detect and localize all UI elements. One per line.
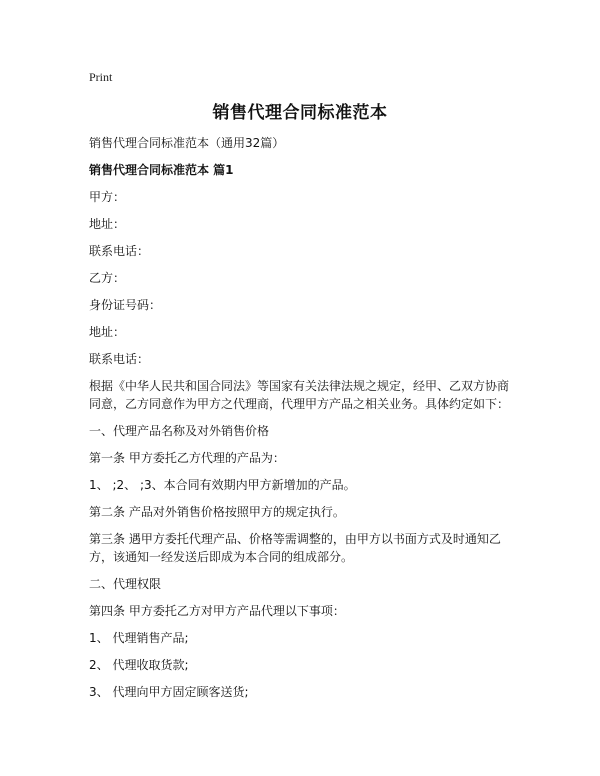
party-b-address-field: 地址： [89,325,126,339]
clause-heading-2: 二、代理权限 [89,577,162,591]
document-body [89,134,519,710]
print-label: Print [89,70,113,84]
party-a-field: 甲方： [89,190,126,204]
clause-heading-1: 一、代理产品名称及对外销售价格 [89,424,270,438]
article-1: 第一条 甲方委托乙方代理的产品为： [89,451,285,465]
party-a-address-field: 地址： [89,217,126,231]
article-2: 第二条 产品对外销售价格按照甲方的规定执行。 [89,505,345,519]
article-4-item-1: 1、 代理销售产品; [89,631,189,645]
subtitle-paragraph: 销售代理合同标准范本（通用32篇） [89,136,285,150]
article-4-item-2: 2、 代理收取货款; [89,658,189,672]
article-3: 第三条 遇甲方委托代理产品、价格等需调整的，由甲方以书面方式及时通知乙方，该通知一经发送后即成为本合同的组成部分。 [89,532,501,564]
party-b-field: 乙方： [89,271,126,285]
section-heading: 销售代理合同标准范本 篇1 [89,163,234,177]
article-4-item-3: 3、 代理向甲方固定顾客送货; [89,685,249,699]
party-b-phone-field: 联系电话： [89,352,150,366]
article-4: 第四条 甲方委托乙方对甲方产品代理以下事项： [89,604,345,618]
party-a-phone-field: 联系电话： [89,244,150,258]
preamble-paragraph: 根据《中华人民共和国合同法》等国家有关法律法规之规定，经甲、乙双方协商同意，乙方同意作为甲方之代理商，代理甲方产品之相关业务。具体约定如下： [89,379,510,411]
party-b-id-field: 身份证号码： [89,298,162,312]
article-1-items: 1、 ;2、 ;3、本合同有效期内甲方新增加的产品。 [89,478,356,492]
document-title: 销售代理合同标准范本 [212,103,388,123]
